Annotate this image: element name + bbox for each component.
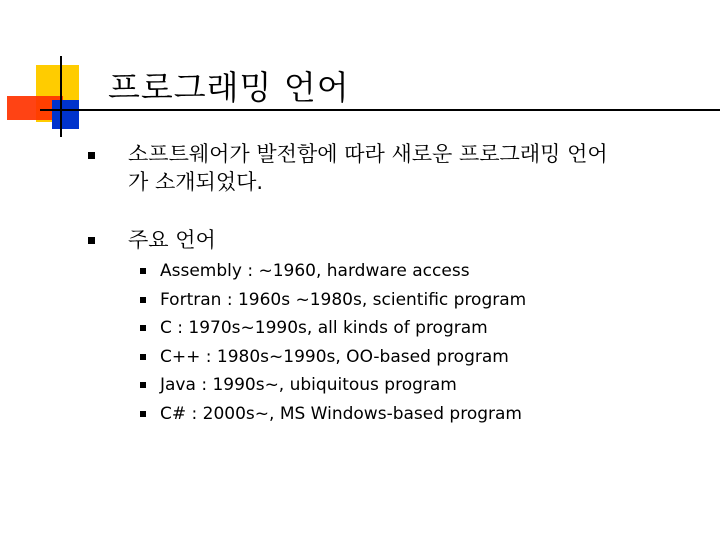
bullet-marker: [88, 237, 95, 244]
bullet-text-line: 가 소개되었다.: [128, 170, 264, 194]
slide-title: 프로그래밍 언어: [108, 68, 350, 107]
sub-bullet-text: C++ : 1980s~1990s, OO-based program: [160, 347, 509, 367]
decorative-vertical-line: [60, 56, 62, 137]
bullet-marker: [88, 152, 95, 159]
sub-bullet-text: Java : 1990s~, ubiquitous program: [160, 375, 457, 395]
decorative-blue-block: [52, 100, 79, 129]
sub-bullet-marker: [140, 411, 146, 417]
bullet-text: 주요 언어: [128, 228, 216, 252]
sub-bullet-text: Fortran : 1960s ~1980s, scientific program: [160, 290, 527, 310]
sub-bullet-text: C : 1970s~1990s, all kinds of program: [160, 318, 488, 338]
title-underline: [40, 109, 720, 111]
sub-bullet-marker: [140, 382, 146, 388]
sub-bullet-marker: [140, 297, 146, 303]
sub-bullet-marker: [140, 325, 146, 331]
sub-bullet-text: C# : 2000s~, MS Windows-based program: [160, 404, 522, 424]
sub-bullet-marker: [140, 354, 146, 360]
sub-bullet-text: Assembly : ~1960, hardware access: [160, 261, 470, 281]
bullet-text-line: 소프트웨어가 발전함에 따라 새로운 프로그래밍 언어: [128, 142, 608, 166]
sub-bullet-marker: [140, 268, 146, 274]
